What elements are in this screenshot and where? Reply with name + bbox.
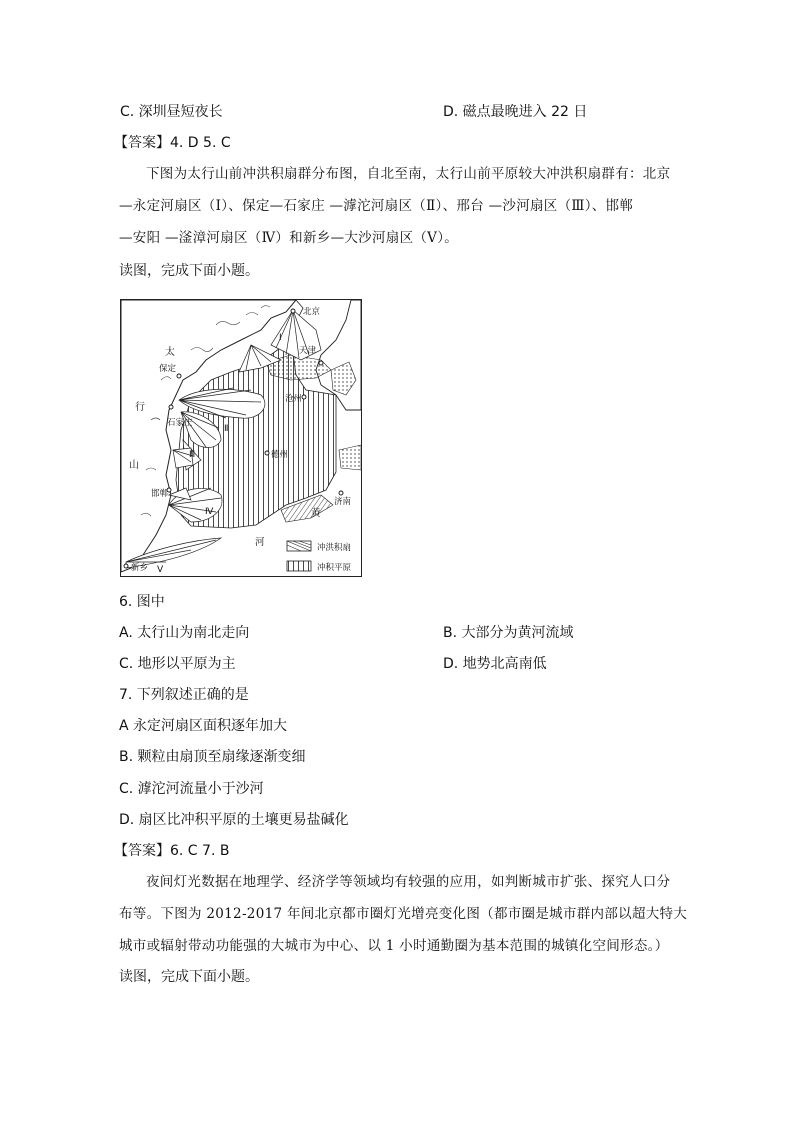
zone-5: Ⅴ [157,565,164,575]
q7-option-a: A 永定河扇区面积逐年加大 [119,718,288,734]
place-cangzhou: 沧州 [285,394,303,404]
q7-option-c: C. 滹沱河流量小于沙河 [119,781,264,797]
alluvial-fan-map [120,299,362,577]
mountain-char-2: 行 [135,402,145,413]
q6-option-c: C. 地形以平原为主 [119,656,236,672]
q6-stem: 6. 图中 [119,594,165,610]
paragraph2-line-2: 布等。下图为 2012-2017 年间北京都市圈灯光增亮变化图（都市圈是城市群内部以超大特大 [119,906,688,922]
zone-2: Ⅱ [224,424,229,434]
q6-option-a: A. 太行山为南北走向 [119,625,250,641]
instruction-1: 读图，完成下面小题。 [119,263,259,279]
place-jinan: 济南 [334,497,352,507]
intro-line-3: —安阳 —滏漳河扇区（Ⅳ）和新乡—大沙河扇区（Ⅴ）。 [119,230,459,246]
q7-option-d: D. 扇区比冲积平原的土壤更易盐碱化 [119,812,349,828]
place-baoding: 保定 [159,364,177,374]
q5-option-c: C. 深圳昼短夜长 [120,104,223,120]
q7-option-b: B. 颗粒由扇顶至扇缘逐渐变细 [119,749,306,765]
answer-4-5: 【答案】4. D 5. C [114,135,231,151]
zone-3: Ⅲ [189,450,196,460]
place-dezhou: 德州 [271,450,289,460]
instruction-2: 读图，完成下面小题。 [119,969,259,985]
place-handan: 邯郸 [151,489,169,499]
mountain-char-3: 山 [129,460,139,471]
q6-option-d: D. 地势北高南低 [443,656,547,672]
q6-option-b: B. 大部分为黄河流域 [443,625,574,641]
river-char-1: 黄 [311,508,321,519]
river-char-2: 河 [255,537,265,548]
paragraph2-line-1: 夜间灯光数据在地理学、经济学等领域均有较强的应用，如判断城市扩张、探究人口分 [146,874,671,890]
paragraph2-line-3: 城市或辐射带动功能强的大城市为中心、以 1 小时通勤圈为基本范围的城镇化空间形态。） [119,938,669,954]
intro-line-2: —永定河扇区（Ⅰ）、保定—石家庄 —滹沱河扇区（Ⅱ）、邢台 —沙河扇区（Ⅲ）、邯郸 [119,198,634,214]
legend-plain-label: 冲积平原 [317,563,352,573]
map-legend [287,541,352,573]
place-tianjin: 天津 [299,346,317,356]
answer-6-7: 【答案】6. C 7. B [114,843,230,859]
legend-fan-label: 冲洪积扇 [317,543,352,553]
place-xinxiang: 新乡 [131,563,149,573]
q7-stem: 7. 下列叙述正确的是 [119,687,249,703]
mountain-char-1: 太 [165,347,175,358]
place-beijing: 北京 [303,307,321,317]
place-shijiazhuang: 石家庄 [167,418,193,428]
zone-1: Ⅰ [279,333,282,343]
intro-line-1: 下图为太行山前冲洪积扇群分布图，自北至南，太行山前平原较大冲洪积扇群有：北京 [146,166,671,182]
zone-4: Ⅳ [205,507,214,517]
q5-option-d: D. 磁点最晚进入 22 日 [443,104,588,120]
